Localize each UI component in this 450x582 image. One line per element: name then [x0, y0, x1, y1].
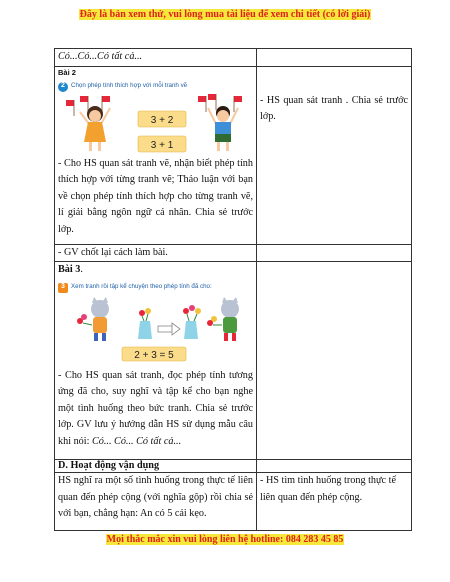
- exercise-illustration: [58, 94, 254, 154]
- hotline-banner: [0, 534, 450, 545]
- table-row: [55, 473, 412, 531]
- cat-figure-icon: [77, 297, 109, 341]
- exercise-description: - Cho HS quan sát tranh vẽ, nhận biết phép tính thích hợp với từng tranh vẽ; Thảo luận với bạn về chọn phép tính thích hợp cho từng tranh vẽ, lí giải bằng ngôn ngữ cá nhân. Chia sẻ trước lớp.: [58, 157, 253, 235]
- expression-label: 3 + 2: [150, 114, 174, 126]
- table-row: [55, 244, 412, 262]
- table-cell: [257, 66, 412, 244]
- table-row: [55, 49, 412, 67]
- task-number-badge: 2: [58, 82, 68, 92]
- preview-banner: [0, 9, 450, 20]
- table-cell: Có...Có...Có tất cả...: [55, 49, 257, 67]
- vase-flowers-icon: [183, 305, 201, 339]
- task-instruction: Xem tranh rồi tập kể chuyện theo phép tính đã cho:: [71, 283, 212, 291]
- cats-flowers-illustration: [58, 295, 254, 363]
- table-cell: HS nghĩ ra một số tình huống trong thực tế liên quan đến phép cộng (với nghĩa gộp) rồi chia sẻ với bạn, chẳng hạn: An có 5 cái kẹo.: [55, 473, 257, 531]
- boy-figure-icon: [198, 94, 242, 151]
- girl-figure-icon: [66, 96, 110, 151]
- table-row: [55, 460, 412, 473]
- table-cell: - HS tìm tình huống trong thực tế liên quan đến phép cộng.: [257, 473, 412, 531]
- preview-banner-text: Đây là bản xem thử, vui lòng mua tài liệu để xem chi tiết (có lời giải): [79, 9, 371, 20]
- exercise-title: Bài 2: [58, 67, 76, 77]
- table-cell: [257, 49, 412, 67]
- equation-label: 2 + 3 = 5: [134, 349, 174, 361]
- task-number-badge: 3: [58, 283, 68, 293]
- table-row: [55, 262, 412, 460]
- task-header: [58, 281, 253, 295]
- lesson-table: [54, 48, 412, 531]
- exercise-title: Bài 3.: [58, 264, 83, 275]
- exercise-illustration: [58, 295, 254, 363]
- table-cell: [55, 262, 257, 460]
- table-cell: [257, 460, 412, 473]
- hotline-banner-text: Mọi thắc mắc xin vui lòng liên hệ hotline: 084 283 45 85: [106, 534, 344, 545]
- student-activity: - HS quan sát tranh . Chia sẻ trước lớp.: [260, 94, 408, 122]
- expression-label: 3 + 1: [150, 139, 174, 151]
- children-flags-illustration: [58, 94, 254, 154]
- table-cell: [55, 66, 257, 244]
- task-instruction: Chọn phép tính thích hợp với mỗi tranh vẽ: [71, 82, 188, 90]
- table-row: [55, 66, 412, 244]
- cat-figure-icon: [207, 297, 239, 341]
- arrow-right-icon: [158, 323, 180, 335]
- table-cell: - GV chốt lại cách làm bài.: [55, 244, 257, 262]
- section-heading: D. Hoạt động vận dụng: [55, 460, 257, 473]
- exercise-description: - Cho HS quan sát tranh, đọc phép tính tương ứng đã cho, suy nghĩ và tập kể cho bạn nghe một tình huống theo bức tranh. Chia sẻ trước lớp. GV lưu ý hướng dẫn HS sử dụng mẫu câu khi nói: Có... Có... Có tất cả...: [58, 369, 253, 447]
- vase-flowers-icon: [138, 308, 152, 339]
- table-cell: [257, 262, 412, 460]
- task-header: [58, 80, 253, 94]
- table-cell: [257, 244, 412, 262]
